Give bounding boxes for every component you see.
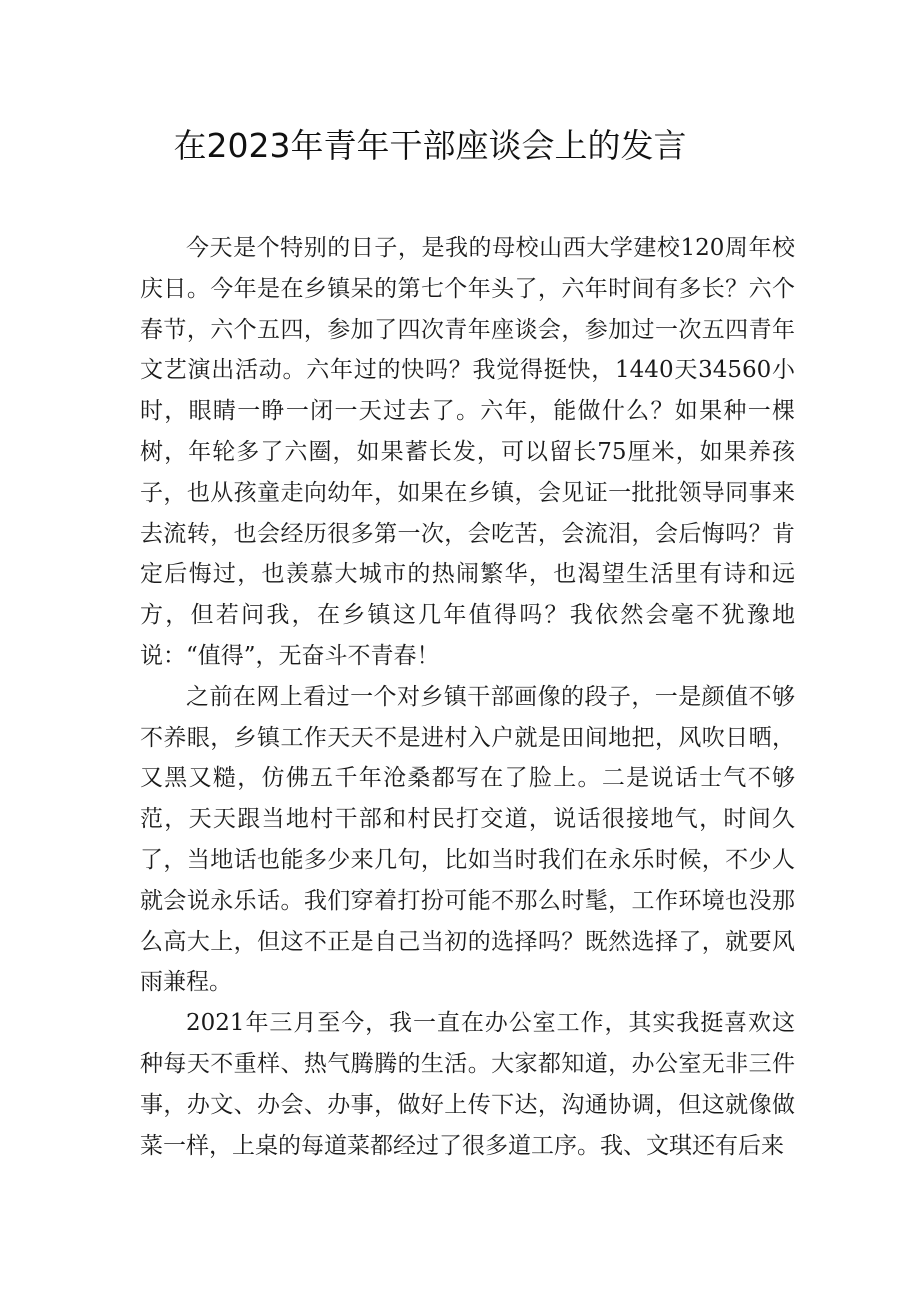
document-title: 在2023年青年干部座谈会上的发言 bbox=[173, 126, 687, 165]
paragraph-3: 2021年三月至今，我一直在办公室工作，其实我挺喜欢这种每天不重样、热气腾腾的生活。大家都知道，办公室无非三件事，办文、办会、办事，做好上传下达，沟通协调，但这就像做菜一样，上桌的每道菜都经过了很多道工序。我、文琪还有后来 bbox=[140, 1010, 795, 1159]
paragraph-1: 今天是个特别的日子，是我的母校山西大学建校120周年校庆日。今年是在乡镇呆的第七个年头了，六年时间有多长？六个春节，六个五四，参加了四次青年座谈会，参加过一次五四青年文艺演出活动。六年过的快吗？我觉得挺快，1440天34560小时，眼睛一睁一闭一天过去了。六年，能做什么？如果种一棵树，年轮多了六圈，如果蓄长发，可以留长75厘米，如果养孩子，也从孩童走向幼年，如果在乡镇，会见证一批批领导同事来去流转，也会经历很多第一次，会吃苦，会流泪，会后悔吗？肯定后悔过，也羡慕大城市的热闹繁华，也渴望生活里有诗和远方，但若问我，在乡镇这几年值得吗？我依然会毫不犹豫地说：“值得”，无奋斗不青春！ bbox=[140, 235, 795, 669]
paragraph-2: 之前在网上看过一个对乡镇干部画像的段子，一是颜值不够不养眼，乡镇工作天天不是进村入户就是田间地把，风吹日晒，又黑又糙，仿佛五千年沧桑都写在了脸上。二是说话士气不够范，天天跟当地村干部和村民打交道，说话很接地气，时间久了，当地话也能多少来几句，比如当时我们在永乐时候，不少人就会说永乐话。我们穿着打扮可能不那么时髦，工作环境也没那么高大上，但这不正是自己当初的选择吗？既然选择了，就要风雨兼程。 bbox=[140, 683, 795, 996]
document-body bbox=[140, 228, 795, 1166]
